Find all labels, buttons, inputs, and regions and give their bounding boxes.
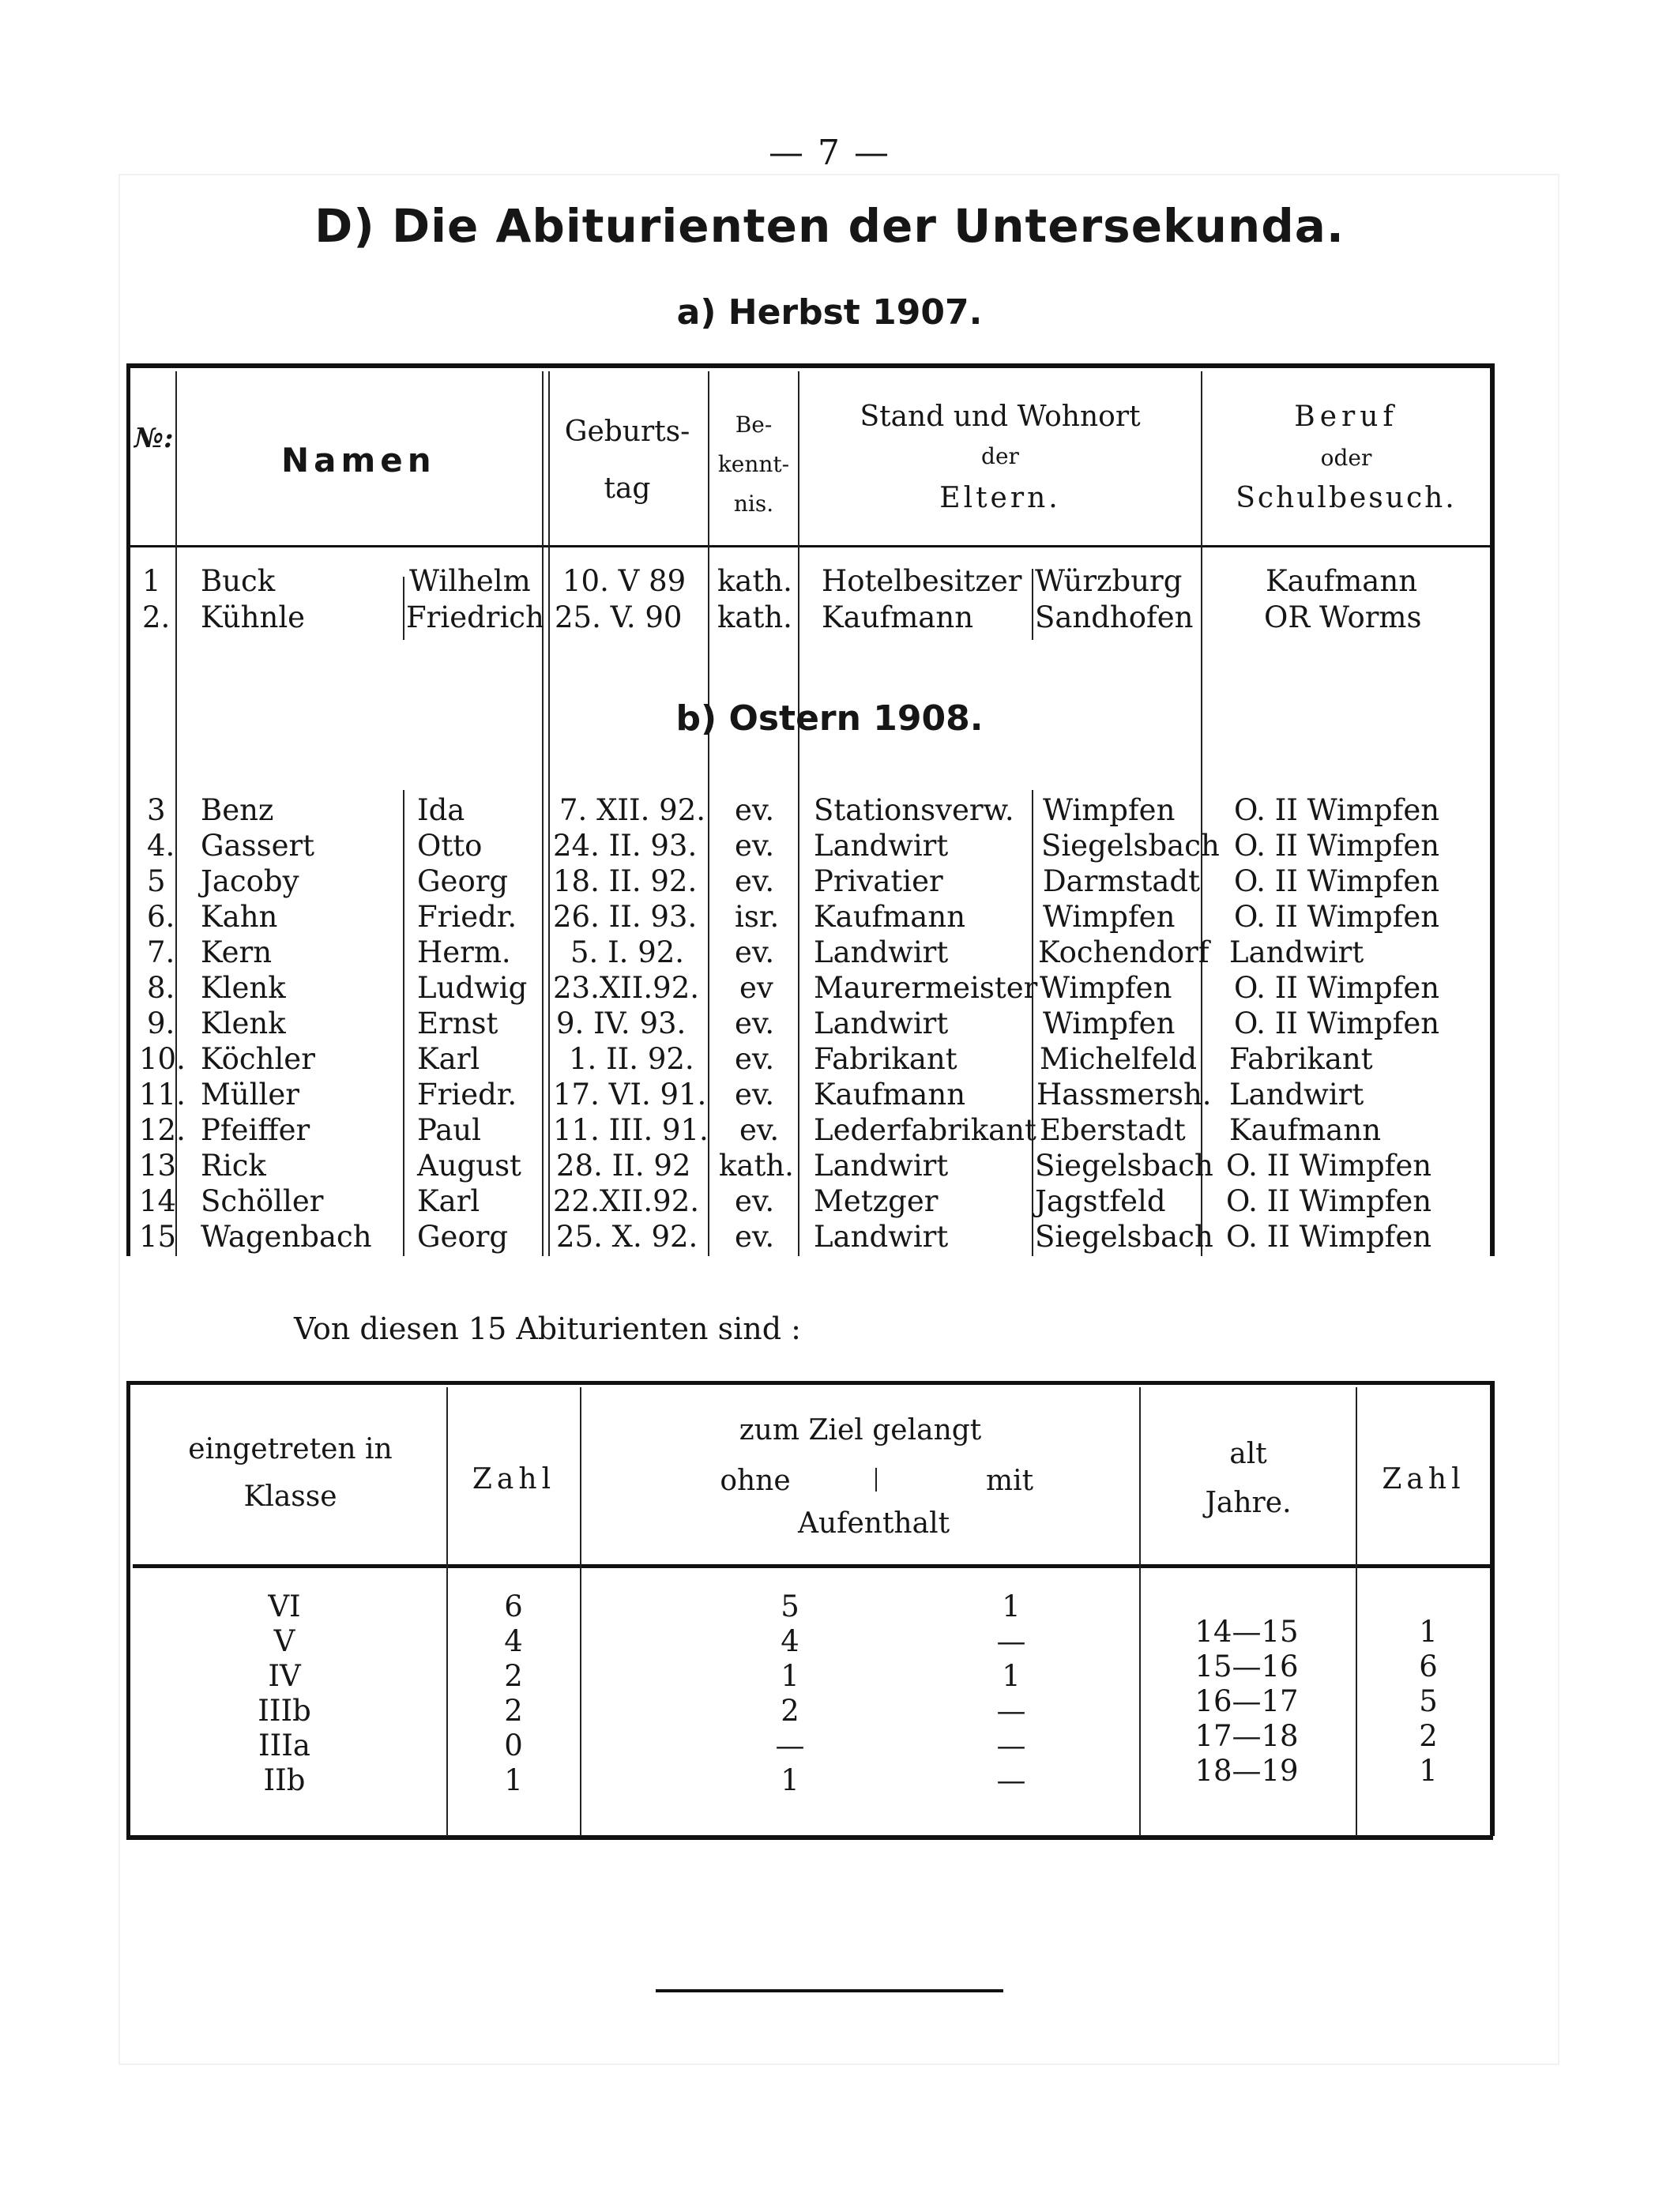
summary-intro: Von diesen 15 Abiturienten sind :	[294, 1311, 801, 1346]
row-stand: Landwirt	[814, 1149, 949, 1183]
row-nr: 4.	[147, 829, 175, 863]
row-stand: Fabrikant	[814, 1042, 957, 1076]
row-stand: Metzger	[814, 1184, 939, 1218]
row-birth: 7. XII. 92.	[559, 793, 705, 827]
row-surname: Rick	[201, 1149, 266, 1183]
row-surname: Kahn	[201, 900, 278, 934]
row-surname: Kern	[201, 935, 273, 969]
age-range: 14—15	[1194, 1615, 1299, 1649]
subsection-herbst: a) Herbst 1907.	[676, 292, 983, 333]
age-count: 5	[1419, 1684, 1438, 1718]
summary-zahl: 0	[504, 1729, 523, 1762]
header-beruf-line2: oder	[1320, 445, 1372, 471]
age-range: 18—19	[1194, 1754, 1299, 1788]
summary-zahl: 2	[504, 1659, 523, 1693]
row-stand: Landwirt	[814, 1006, 949, 1040]
summary-mit: —	[996, 1694, 1026, 1728]
row-wohnort: Darmstadt	[1043, 864, 1200, 898]
row-firstname: Friedrich	[406, 600, 544, 634]
summary-header-rule	[133, 1564, 1490, 1568]
row-nr: 5	[147, 864, 166, 898]
age-range: 16—17	[1194, 1684, 1299, 1718]
row-beruf: O. II Wimpfen	[1234, 864, 1440, 898]
row-beruf: O. II Wimpfen	[1234, 1006, 1440, 1040]
row-surname: Benz	[201, 793, 274, 827]
row-nr: 8.	[147, 971, 175, 1005]
header-bekenntnis-line3: nis.	[733, 491, 774, 517]
summary-zahl: 1	[504, 1763, 523, 1797]
row-religion: isr.	[735, 900, 780, 934]
row-wohnort: Sandhofen	[1035, 600, 1194, 634]
col-divider-wohnort-a	[1032, 569, 1033, 640]
age-count: 1	[1419, 1615, 1438, 1649]
row-birth: 18. II. 92.	[553, 864, 698, 898]
row-firstname: Otto	[417, 829, 483, 863]
summary-ohne: 5	[781, 1589, 799, 1623]
row-religion: ev.	[735, 829, 775, 863]
row-religion: ev.	[735, 793, 775, 827]
summary-divider-ziel	[580, 1387, 581, 1836]
row-nr: 6.	[147, 900, 175, 934]
row-surname: Schöller	[201, 1184, 324, 1218]
section-title: D) Die Abiturienten der Untersekunda.	[314, 199, 1345, 253]
row-firstname: Ernst	[417, 1006, 498, 1040]
summary-zahl: 6	[504, 1589, 523, 1623]
summary-zahl: 2	[504, 1694, 523, 1728]
summary-ohne: 4	[781, 1624, 799, 1658]
header-namen: Namen	[281, 441, 436, 480]
row-birth: 22.XII.92.	[553, 1184, 700, 1218]
row-firstname: Ludwig	[417, 971, 528, 1005]
row-stand: Kaufmann	[814, 900, 966, 934]
header-beruf-line1: Beruf	[1294, 401, 1398, 433]
row-beruf: O. II Wimpfen	[1226, 1184, 1432, 1218]
row-surname: Jacoby	[201, 864, 299, 898]
summary-divider-zahl2	[1356, 1387, 1357, 1836]
summary-right-border	[1490, 1381, 1495, 1836]
row-wohnort: Michelfeld	[1040, 1042, 1198, 1076]
summary-header-ohne: ohne	[720, 1465, 791, 1497]
row-birth: 10. V 89	[562, 564, 687, 598]
row-beruf: Kaufmann	[1266, 564, 1418, 598]
row-stand: Landwirt	[814, 829, 949, 863]
row-nr: 3	[147, 793, 166, 827]
row-religion: ev.	[735, 935, 775, 969]
header-stand-line1: Stand und Wohnort	[860, 401, 1141, 433]
row-nr: 2.	[142, 600, 171, 634]
row-stand: Maurermeister	[814, 971, 1038, 1005]
subsection-ostern: b) Ostern 1908.	[675, 698, 984, 739]
age-count: 6	[1419, 1650, 1438, 1683]
row-birth: 17. VI. 91.	[553, 1078, 707, 1112]
summary-ohne: 2	[781, 1694, 799, 1728]
row-nr: 7.	[147, 935, 175, 969]
row-wohnort: Siegelsbach	[1041, 829, 1220, 863]
summary-header-alt: alt	[1229, 1438, 1267, 1470]
row-nr: 12.	[139, 1113, 186, 1147]
summary-header-zahl2: Zahl	[1382, 1463, 1465, 1495]
row-birth: 26. II. 93.	[553, 900, 698, 934]
header-bekenntnis-line2: kennt-	[717, 451, 790, 477]
row-birth: 28. II. 92	[556, 1149, 691, 1183]
summary-header-zahl: Zahl	[472, 1463, 556, 1495]
summary-header-aufenthalt: Aufenthalt	[797, 1507, 950, 1540]
row-wohnort: Jagstfeld	[1035, 1184, 1166, 1218]
row-nr: 15	[139, 1220, 177, 1254]
row-birth: 11. III. 91.	[553, 1113, 709, 1147]
row-surname: Wagenbach	[201, 1220, 372, 1254]
col-divider-vorname-a	[403, 577, 404, 640]
row-wohnort: Hassmersh.	[1036, 1078, 1212, 1112]
row-stand: Kaufmann	[822, 600, 974, 634]
row-religion: ev.	[735, 1184, 775, 1218]
row-surname: Gassert	[201, 829, 315, 863]
row-wohnort: Kochendorf	[1038, 935, 1209, 969]
summary-mit: —	[996, 1624, 1026, 1658]
row-stand: Landwirt	[814, 935, 949, 969]
page-number: — 7 —	[769, 133, 890, 173]
row-birth: 25. X. 92.	[556, 1220, 698, 1254]
summary-mit: 1	[1002, 1659, 1021, 1693]
row-surname: Pfeiffer	[201, 1113, 310, 1147]
row-firstname: Georg	[417, 864, 509, 898]
summary-header-mit: mit	[985, 1465, 1034, 1497]
row-beruf: Landwirt	[1229, 1078, 1364, 1112]
row-surname: Buck	[201, 564, 276, 598]
row-birth: 23.XII.92.	[553, 971, 700, 1005]
row-religion: ev.	[735, 1006, 775, 1040]
row-firstname: Karl	[417, 1184, 480, 1218]
footer-rule	[656, 1989, 1003, 1992]
row-surname: Müller	[201, 1078, 299, 1112]
row-birth: 24. II. 93.	[553, 829, 698, 863]
row-religion: ev	[739, 971, 773, 1005]
row-religion: ev.	[735, 1220, 775, 1254]
row-religion: ev.	[735, 1078, 775, 1112]
row-nr: 13	[139, 1149, 177, 1183]
summary-header-klasse: Klasse	[243, 1480, 337, 1513]
row-religion: kath.	[717, 564, 792, 598]
header-bekenntnis-line1: Be-	[735, 412, 773, 438]
age-count: 1	[1419, 1754, 1438, 1788]
summary-klasse: V	[273, 1624, 295, 1658]
row-religion: kath.	[717, 600, 792, 634]
row-wohnort: Wimpfen	[1043, 1006, 1176, 1040]
summary-ohne: 1	[781, 1763, 799, 1797]
summary-divider-ohne-mit	[875, 1468, 877, 1492]
row-beruf: O. II Wimpfen	[1234, 900, 1440, 934]
row-birth: 9. IV. 93.	[556, 1006, 687, 1040]
header-nr: №:	[134, 423, 174, 454]
row-stand: Stationsverw.	[814, 793, 1014, 827]
row-stand: Hotelbesitzer	[822, 564, 1022, 598]
header-stand-line2: der	[981, 443, 1019, 469]
row-birth: 25. V. 90	[555, 600, 683, 634]
header-beruf-line3: Schulbesuch.	[1236, 482, 1457, 514]
row-nr: 11.	[139, 1078, 186, 1112]
summary-header-ziel: zum Ziel gelangt	[739, 1414, 982, 1446]
summary-divider-zahl	[446, 1387, 448, 1836]
row-surname: Kühnle	[201, 600, 306, 634]
row-firstname: Herm.	[417, 935, 511, 969]
summary-header-eingetreten: eingetreten in	[188, 1433, 393, 1465]
header-geburtstag-line2: tag	[604, 472, 651, 505]
row-beruf: O. II Wimpfen	[1234, 829, 1440, 863]
row-wohnort: Würzburg	[1035, 564, 1183, 598]
row-stand: Kaufmann	[814, 1078, 966, 1112]
row-firstname: Karl	[417, 1042, 480, 1076]
row-religion: ev.	[735, 1042, 775, 1076]
row-religion: kath.	[719, 1149, 794, 1183]
summary-mit: 1	[1002, 1589, 1021, 1623]
row-firstname: Paul	[417, 1113, 481, 1147]
row-religion: ev.	[735, 864, 775, 898]
row-nr: 10.	[139, 1042, 186, 1076]
age-count: 2	[1419, 1719, 1438, 1753]
row-surname: Köchler	[201, 1042, 315, 1076]
row-firstname: Georg	[417, 1220, 509, 1254]
summary-klasse: IV	[268, 1659, 301, 1693]
row-firstname: August	[417, 1149, 521, 1183]
summary-left-border	[126, 1381, 130, 1836]
table-left-border	[126, 363, 130, 1256]
row-birth: 1. II. 92.	[569, 1042, 694, 1076]
row-surname: Klenk	[201, 1006, 286, 1040]
row-surname: Klenk	[201, 971, 286, 1005]
summary-klasse: VI	[268, 1589, 301, 1623]
summary-mit: —	[996, 1763, 1026, 1797]
age-range: 15—16	[1194, 1650, 1299, 1683]
row-stand: Privatier	[814, 864, 943, 898]
row-beruf: Fabrikant	[1229, 1042, 1373, 1076]
row-wohnort: Siegelsbach	[1035, 1149, 1213, 1183]
row-wohnort: Wimpfen	[1043, 900, 1176, 934]
summary-header-jahre: Jahre.	[1205, 1487, 1292, 1519]
table-right-border	[1490, 363, 1495, 1256]
header-geburtstag-line1: Geburts-	[564, 416, 690, 448]
summary-ohne: 1	[781, 1659, 799, 1693]
row-wohnort: Eberstadt	[1040, 1113, 1186, 1147]
row-nr: 1	[142, 564, 161, 598]
header-rule	[126, 545, 1495, 547]
summary-mit: —	[996, 1729, 1026, 1762]
col-divider-wohnort-b	[1032, 790, 1033, 1256]
row-firstname: Wilhelm	[409, 564, 531, 598]
summary-klasse: IIIb	[258, 1694, 311, 1728]
row-nr: 9.	[147, 1006, 175, 1040]
row-beruf: O. II Wimpfen	[1226, 1149, 1432, 1183]
row-religion: ev.	[739, 1113, 780, 1147]
row-firstname: Friedr.	[417, 1078, 517, 1112]
summary-klasse: IIIa	[258, 1729, 310, 1762]
row-beruf: O. II Wimpfen	[1234, 971, 1440, 1005]
summary-zahl: 4	[504, 1624, 523, 1658]
row-wohnort: Siegelsbach	[1035, 1220, 1213, 1254]
age-range: 17—18	[1194, 1719, 1299, 1753]
row-beruf: OR Worms	[1264, 600, 1422, 634]
row-firstname: Ida	[417, 793, 465, 827]
row-wohnort: Wimpfen	[1043, 793, 1176, 827]
row-beruf: Landwirt	[1229, 935, 1364, 969]
row-beruf: Kaufmann	[1229, 1113, 1382, 1147]
row-beruf: O. II Wimpfen	[1234, 793, 1440, 827]
summary-klasse: IIb	[263, 1763, 306, 1797]
row-stand: Landwirt	[814, 1220, 949, 1254]
row-firstname: Friedr.	[417, 900, 517, 934]
row-wohnort: Wimpfen	[1040, 971, 1172, 1005]
row-birth: 5. I. 92.	[570, 935, 685, 969]
summary-ohne: —	[775, 1729, 805, 1762]
header-stand-line3: Eltern.	[939, 482, 1061, 514]
row-stand: Lederfabrikant	[814, 1113, 1036, 1147]
row-beruf: O. II Wimpfen	[1226, 1220, 1432, 1254]
col-divider-vorname-b	[403, 790, 404, 1256]
row-nr: 14	[139, 1184, 177, 1218]
